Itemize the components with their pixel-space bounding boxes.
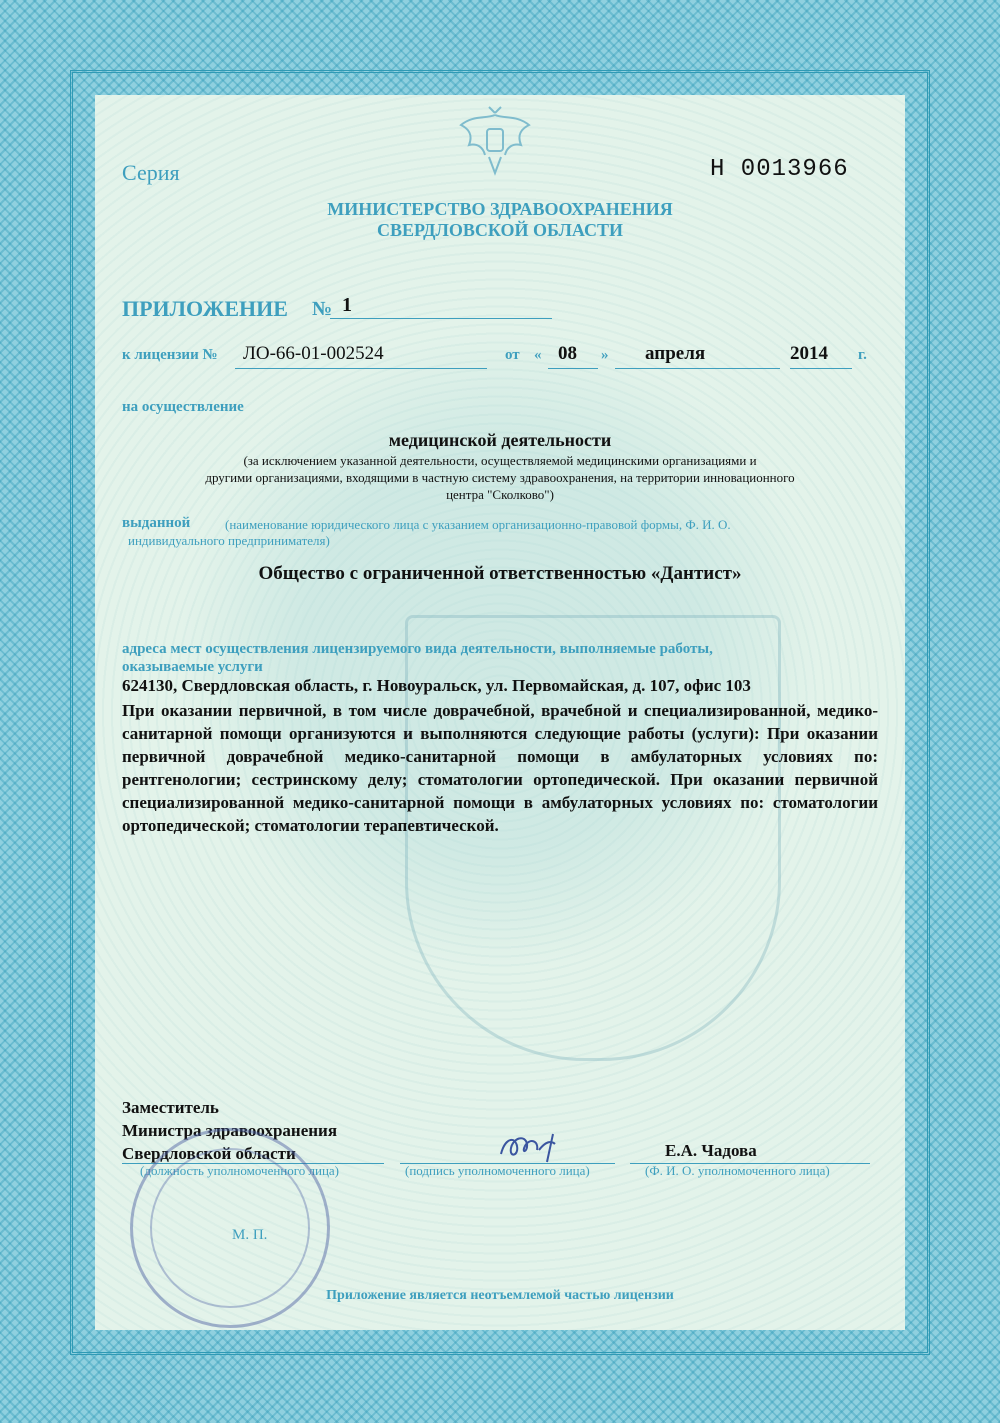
ministry-title-line2: СВЕРДЛОВСКОЙ ОБЛАСТИ xyxy=(377,220,623,240)
handwritten-signature xyxy=(495,1128,575,1168)
license-number: ЛО-66-01-002524 xyxy=(243,343,384,364)
license-day: 08 xyxy=(558,343,577,364)
annex-label: ПРИЛОЖЕНИЕ xyxy=(122,296,288,321)
license-month: апреля xyxy=(645,343,706,364)
addresses-label-line2: оказываемые услуги xyxy=(122,659,263,675)
year-underline xyxy=(790,368,852,369)
series-number: Н 0013966 xyxy=(710,156,849,183)
organization-name: Общество с ограниченной ответственностью «Дантист» xyxy=(258,563,742,584)
footer-note: Приложение является неотъемлемой частью лицензии xyxy=(326,1288,674,1303)
address: 624130, Свердловская область, г. Новоуральск, ул. Первомайская, д. 107, офис 103 xyxy=(122,676,751,695)
activity-title: медицинской деятельности xyxy=(388,430,612,450)
signer-position-line1: Заместитель xyxy=(122,1098,219,1117)
official-seal-inner-ring xyxy=(150,1148,310,1308)
issued-note-line1: (наименование юридического лица с указанием организационно-правовой формы, Ф. И. О. xyxy=(225,517,731,532)
license-number-underline xyxy=(235,368,487,369)
services-text: При оказании первичной, в том числе доврачебной, врачебной и специализированной, медико-санитарной помощи организуются и выполняются следующие работы (услуги): При оказании первичной доврачебной медико-санитарной помощи в амбулаторных условиях по: рентгенологии; сестринскому делу; стоматологии ортопедической. При оказании первичной специализированной медико-санитарной помощи в амбулаторных условиях по: стоматологии ортопедической; стоматологии терапевтической. xyxy=(122,701,878,835)
signer-position-line3: Свердловской области xyxy=(122,1144,296,1163)
annex-number-sign: № xyxy=(312,298,333,320)
activity-note-line2: другими организациями, входящими в частную систему здравоохранения, на территории инновационного xyxy=(205,470,795,485)
addresses-label-line1: адреса мест осуществления лицензируемого вида деятельности, выполняемые работы, xyxy=(122,641,713,657)
annex-number-underline xyxy=(330,318,552,319)
license-from: от xyxy=(505,347,520,363)
issued-note-line2: индивидуального предпринимателя) xyxy=(128,533,330,548)
quote-close: » xyxy=(601,347,609,363)
activity-label: на осуществление xyxy=(122,399,244,415)
activity-note-line1: (за исключением указанной деятельности, осуществляемой медицинскими организациями и xyxy=(243,453,757,468)
ministry-title-line1: МИНИСТЕРСТВО ЗДРАВООХРАНЕНИЯ xyxy=(327,199,673,219)
day-underline xyxy=(548,368,598,369)
series-label: Серия xyxy=(122,160,180,185)
activity-note-line3: центра "Сколково") xyxy=(446,487,554,502)
name-caption: (Ф. И. О. уполномоченного лица) xyxy=(645,1163,830,1178)
position-caption: (должность уполномоченного лица) xyxy=(140,1163,340,1178)
license-prefix: к лицензии № xyxy=(122,347,218,363)
seal-place-label: М. П. xyxy=(232,1227,268,1243)
license-year: 2014 xyxy=(790,343,828,364)
signature-caption: (подпись уполномоченного лица) xyxy=(405,1163,590,1178)
year-suffix: г. xyxy=(858,347,867,363)
month-underline xyxy=(615,368,780,369)
signer-position-line2: Министра здравоохранения xyxy=(122,1121,338,1140)
issued-label: выданной xyxy=(122,515,191,531)
coat-of-arms-icon xyxy=(455,105,535,177)
annex-number: 1 xyxy=(342,294,352,316)
quote-open: « xyxy=(534,347,542,363)
signer-name: Е.А. Чадова xyxy=(665,1141,757,1160)
